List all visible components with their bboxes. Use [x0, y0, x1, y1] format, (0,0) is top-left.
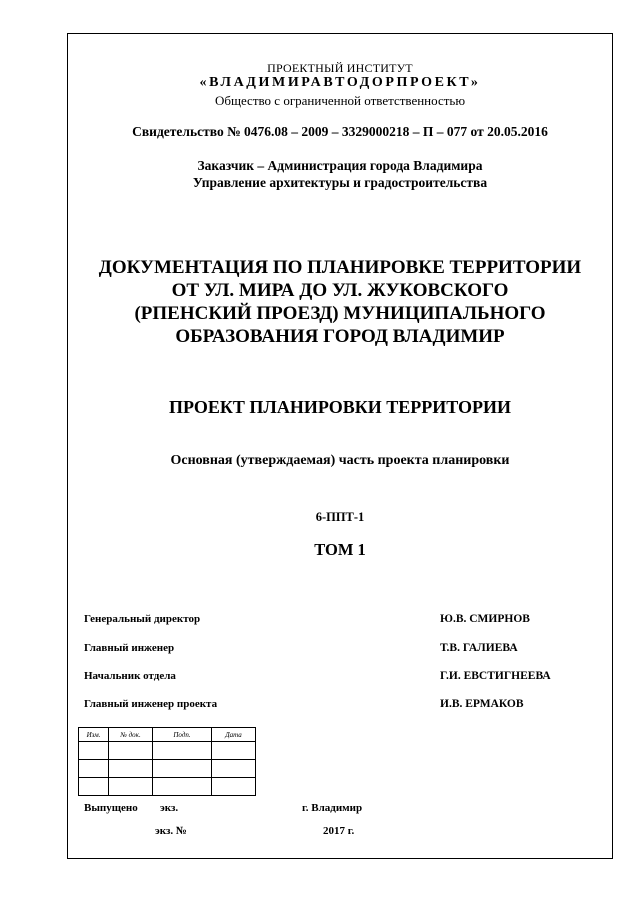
document-title-line: (РПЕНСКИЙ ПРОЕЗД) МУНИЦИПАЛЬНОГО: [134, 303, 546, 324]
revision-header-cell: Дата: [212, 728, 256, 742]
revision-row: [79, 760, 256, 778]
revision-cell: [79, 778, 109, 796]
signature-role: Главный инженер: [84, 642, 175, 654]
revision-cell: [153, 778, 212, 796]
revision-header-cell: Изм.: [79, 728, 109, 742]
revision-cell: [212, 760, 256, 778]
signature-role: Главный инженер проекта: [84, 698, 218, 710]
signature-name: Т.В. ГАЛИЕВА: [440, 642, 518, 654]
revision-header-cell: № док.: [109, 728, 153, 742]
department-line: Управление архитектуры и градостроительства: [192, 175, 488, 190]
institute-label: ПРОЕКТНЫЙ ИНСТИТУТ: [267, 61, 413, 75]
issued-label: Выпущено: [84, 802, 138, 814]
revision-header-cell: Подп.: [153, 728, 212, 742]
copy-number-label: экз. №: [155, 825, 187, 837]
revision-cell: [153, 760, 212, 778]
volume-label: ТОМ 1: [314, 540, 366, 559]
city-label: г. Владимир: [302, 802, 363, 814]
signature-role: Генеральный директор: [84, 613, 201, 625]
company-type: Общество с ограниченной ответственностью: [214, 93, 466, 108]
revision-row: [79, 778, 256, 796]
project-title: ПРОЕКТ ПЛАНИРОВКИ ТЕРРИТОРИИ: [168, 397, 512, 417]
signature-name: И.В. ЕРМАКОВ: [440, 698, 524, 710]
document-title-line: ДОКУМЕНТАЦИЯ ПО ПЛАНИРОВКЕ ТЕРРИТОРИИ: [98, 257, 582, 278]
institute-brand: «ВЛАДИМИРАВТОДОРПРОЕКТ»: [199, 75, 481, 90]
revision-table: [78, 727, 256, 796]
document-title: [67, 256, 613, 348]
signature-name: Ю.В. СМИРНОВ: [440, 613, 530, 625]
document-code: 6-ППТ-1: [315, 510, 365, 524]
revision-cell: [79, 760, 109, 778]
signature-name: Г.И. ЕВСТИГНЕЕВА: [440, 670, 551, 682]
certificate-line: Свидетельство № 0476.08 – 2009 – 3329000218 – П – 077 от 20.05.2016: [132, 124, 548, 139]
copies-label: экз.: [160, 802, 179, 814]
year-label: 2017 г.: [323, 825, 355, 837]
revision-cell: [109, 760, 153, 778]
revision-cell: [109, 778, 153, 796]
signature-role: Начальник отдела: [84, 670, 176, 682]
revision-cell: [153, 742, 212, 760]
document-title-line: ОТ УЛ. МИРА ДО УЛ. ЖУКОВСКОГО: [171, 280, 509, 301]
revision-row: [79, 742, 256, 760]
document-title-line: ОБРАЗОВАНИЯ ГОРОД ВЛАДИМИР: [175, 326, 505, 347]
part-subtitle: Основная (утверждаемая) часть проекта планировки: [170, 453, 510, 468]
revision-cell: [109, 742, 153, 760]
revision-cell: [79, 742, 109, 760]
revision-cell: [212, 742, 256, 760]
revision-cell: [212, 778, 256, 796]
revision-header-row: [79, 728, 256, 742]
customer-line: Заказчик – Администрация города Владимира: [197, 158, 483, 173]
